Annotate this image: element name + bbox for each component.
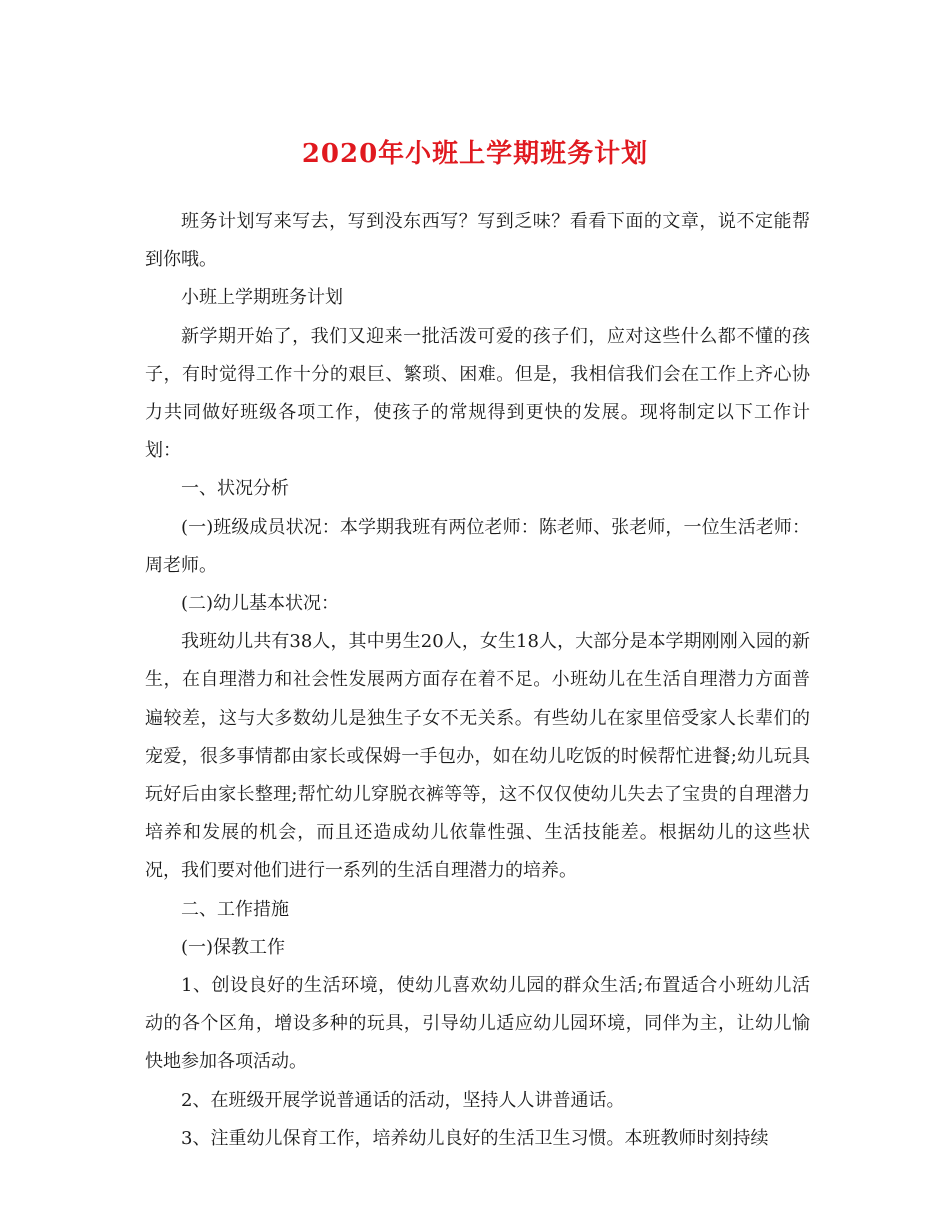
section-heading-analysis: 一、状况分析: [181, 478, 289, 500]
document-title: 2020年小班上学期班务计划: [301, 139, 649, 169]
list-item-1: 1、创设良好的生活环境，使幼儿喜欢幼儿园的群众生活;布置适合小班幼儿活动的各个区角，增设多种的玩具，引导幼儿适应幼儿园环境，同伴为主，让幼儿愉快地参加各项活动。: [145, 975, 810, 1073]
subheading-children-status: (二)幼儿基本状况：: [181, 593, 340, 615]
list-item-2: 2、在班级开展学说普通话的活动，坚持人人讲普通话。: [181, 1089, 625, 1111]
list-item-3: 3、注重幼儿保育工作，培养幼儿良好的生活卫生习惯。本班教师时刻持续: [181, 1127, 769, 1149]
paragraph-intro: 班务计划写来写去，写到没东西写？写到乏味？看看下面的文章，说不定能帮到你哦。: [145, 211, 810, 271]
paragraph-opening: 新学期开始了，我们又迎来一批活泼可爱的孩子们，应对这些什么都不懂的孩子，有时觉得工作十分的艰巨、繁琐、困难。但是，我相信我们会在工作上齐心协力共同做好班级各项工作，使孩子的常规得到更快的发展。现将制定以下工作计划：: [145, 325, 810, 462]
paragraph-children-status: 我班幼儿共有38人，其中男生20人，女生18人，大部分是本学期刚刚入园的新生，在自理潜力和社会性发展两方面存在着不足。小班幼儿在生活自理潜力方面普遍较差，这与大多数幼儿是独生子女不无关系。有些幼儿在家里倍受家人长辈们的宠爱，很多事情都由家长或保姆一手包办，如在幼儿吃饭的时候帮忙进餐;幼儿玩具玩好后由家长整理;帮忙幼儿穿脱衣裤等等，这不仅仅使幼儿失去了宝贵的自理潜力培养和发展的机会，而且还造成幼儿依靠性强、生活技能差。根据幼儿的这些状况，我们要对他们进行一系列的生活自理潜力的培养。: [145, 631, 810, 882]
document-body: [145, 203, 810, 1158]
paragraph-class-members: (一)班级成员状况：本学期我班有两位老师：陈老师、张老师，一位生活老师：周老师。: [145, 516, 810, 576]
section-heading-measures: 二、工作措施: [181, 898, 289, 920]
subheading-care-education: (一)保教工作: [181, 936, 286, 958]
paragraph-subtitle: 小班上学期班务计划: [181, 287, 343, 309]
